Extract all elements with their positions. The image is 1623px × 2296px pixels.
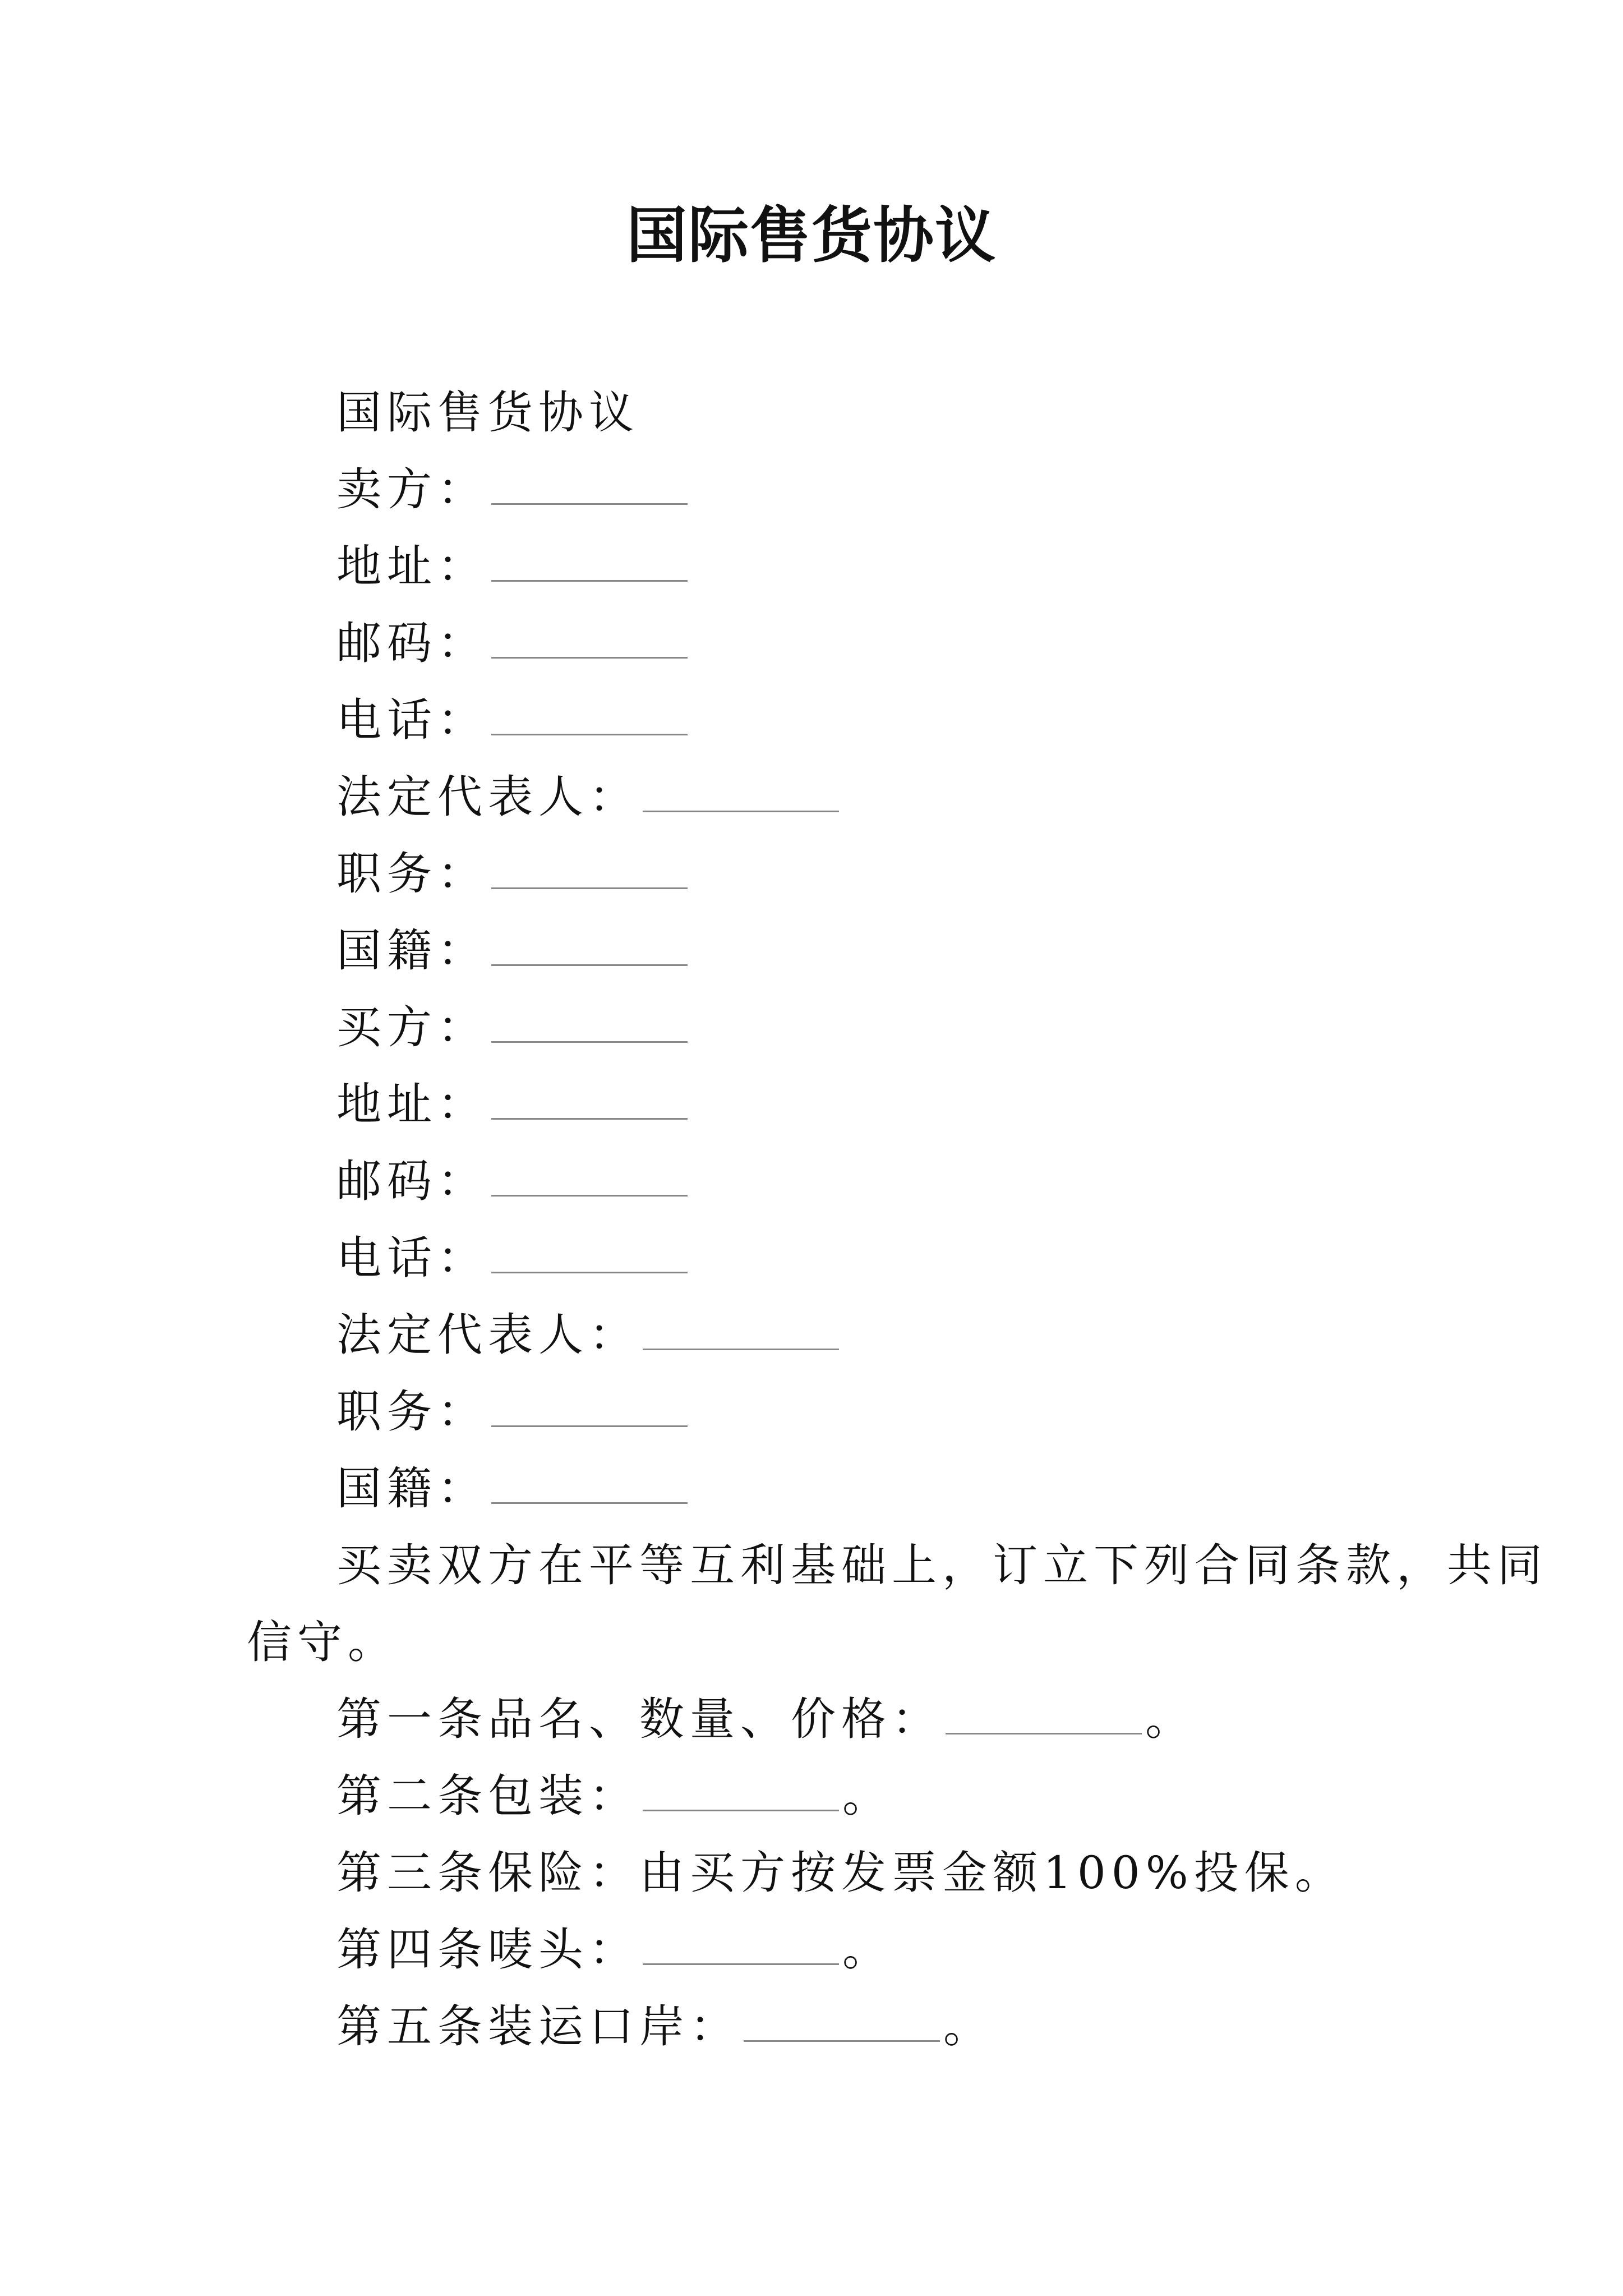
clause-end: 。 <box>842 1924 893 1976</box>
field-label: 电话： <box>336 694 488 746</box>
fill-blank <box>491 471 688 505</box>
field-label: 法定代表人： <box>336 771 639 823</box>
clause-label: 第五条装运口岸： <box>336 2000 740 2053</box>
clause-3 <box>247 1834 1385 1911</box>
field-label: 法定代表人： <box>336 1309 639 1361</box>
preamble-continuation: 信守。 <box>247 1616 398 1668</box>
clause-end: 。 <box>1145 1693 1196 1745</box>
fill-blank <box>491 1239 688 1273</box>
field-label: 买方： <box>336 1001 488 1053</box>
field-label: 电话： <box>336 1232 488 1284</box>
field-label: 国籍： <box>336 924 488 977</box>
fill-blank <box>643 778 839 812</box>
clause-label: 第一条品名、数量、价格： <box>336 1693 942 1745</box>
field-label: 邮码： <box>336 617 488 669</box>
fill-blank <box>491 1470 688 1504</box>
clause-end: 。 <box>943 2000 994 2053</box>
fill-blank <box>491 932 688 966</box>
buyer-legal-rep-field <box>247 1296 1385 1373</box>
clause-label: 第三条保险：由买方按发票金额100%投保。 <box>336 1847 1345 1899</box>
clause-4 <box>247 1911 1385 1988</box>
buyer-phone-field <box>247 1220 1385 1296</box>
field-label: 职务： <box>336 1386 488 1438</box>
fill-blank <box>744 2008 940 2042</box>
clause-2 <box>247 1757 1385 1834</box>
field-label: 邮码： <box>336 1155 488 1207</box>
fill-blank <box>491 1393 688 1427</box>
buyer-position-field <box>247 1373 1385 1450</box>
fill-blank <box>946 1700 1142 1734</box>
fill-blank <box>643 1777 839 1811</box>
seller-phone-field <box>247 682 1385 758</box>
document-body <box>247 374 1548 2065</box>
seller-field <box>247 451 1385 528</box>
fill-blank <box>491 624 688 659</box>
fill-blank <box>491 701 688 735</box>
seller-address-field <box>247 528 1385 605</box>
fill-blank <box>643 1316 839 1350</box>
seller-postcode-field <box>247 605 1385 682</box>
buyer-nationality-field <box>247 1450 1385 1527</box>
fill-blank <box>491 547 688 582</box>
seller-nationality-field <box>247 912 1385 989</box>
fill-blank <box>491 1009 688 1043</box>
seller-legal-rep-field <box>247 758 1385 835</box>
clause-end: 。 <box>842 1770 893 1822</box>
field-label: 地址： <box>336 540 488 592</box>
fill-blank <box>491 855 688 889</box>
clause-label: 第四条唛头： <box>336 1924 639 1976</box>
clause-5 <box>247 1988 1385 2065</box>
field-label: 职务： <box>336 848 488 900</box>
fill-blank <box>643 1931 839 1965</box>
buyer-field <box>247 989 1385 1066</box>
preamble-paragraph: 买卖双方在平等互利基础上，订立下列合同条款，共同 <box>336 1539 1548 1591</box>
field-label: 卖方： <box>336 463 488 516</box>
subtitle-line: 国际售货协议 <box>336 386 639 439</box>
field-label: 地址： <box>336 1078 488 1130</box>
buyer-address-field <box>247 1066 1385 1143</box>
field-label: 国籍： <box>336 1462 488 1515</box>
seller-position-field <box>247 835 1385 912</box>
clause-1 <box>247 1681 1385 1757</box>
clause-label: 第二条包装： <box>336 1770 639 1822</box>
buyer-postcode-field <box>247 1143 1385 1220</box>
fill-blank <box>491 1085 688 1120</box>
document-title: 国际售货协议 <box>626 200 997 271</box>
fill-blank <box>491 1162 688 1197</box>
